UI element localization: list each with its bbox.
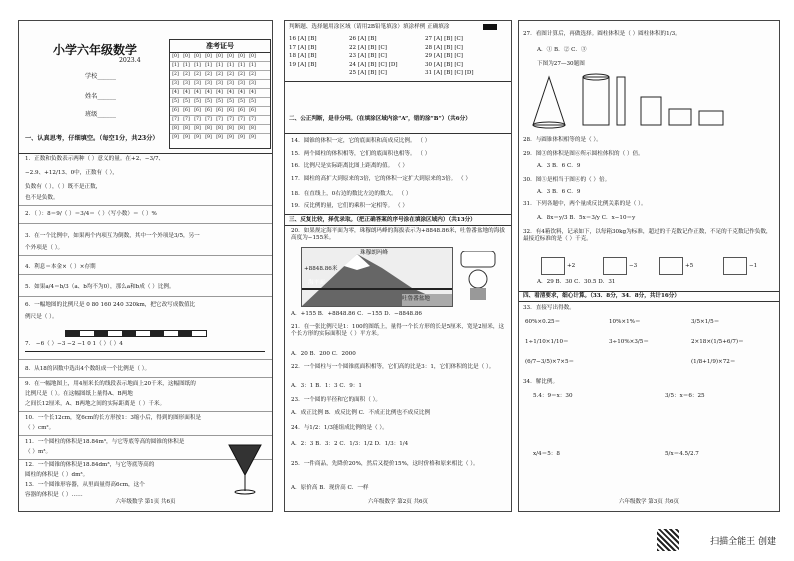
q27-options: A．① B．② C．③: [537, 47, 587, 53]
page-footer: 六年级数学 第3页 共6页: [619, 499, 679, 505]
id-row: [2] [2] [2] [2] [2] [2] [2] [2]: [170, 71, 270, 80]
question-line: 1．正数和负数表示两种（ ）意义的量。在+2、−3/7、: [25, 156, 165, 162]
proportion-item: 5/x＝4.5/2.7: [665, 451, 699, 457]
page-footer: 六年级数学 第2页 共6页: [368, 499, 428, 505]
exam-date: 2023.4: [119, 57, 141, 64]
class-field: 班级______: [85, 111, 116, 118]
q27-figure-caption: 下图为27—30题图: [537, 61, 585, 67]
exam-page-3: [518, 20, 780, 512]
exam-page-1: [18, 20, 273, 512]
q20-options: A．+155 B．+8848.86 C．−155 D．−8848.86: [291, 311, 422, 317]
question-20: 20．如果规定海平面为零，珠穆朗玛峰的海拔表示为+8848.86米，吐鲁番盆地的海拔高度为−155米。: [291, 228, 505, 241]
question-line: 比例尺是（ ）。在这幅图纸上量得A、B两地: [25, 391, 133, 397]
question-line: 12．一个圆锥的体积是18.84dm³，与它等底等高的: [25, 462, 155, 468]
question-line: 负数有（ ），（ ）既不是正数，: [25, 184, 102, 190]
id-row: [0] [0] [0] [0] [0] [0] [0] [0]: [170, 53, 270, 62]
exam-id-label: 准考证号: [170, 40, 270, 53]
exam-id-grid: [169, 39, 271, 149]
crate-label: −3: [629, 263, 638, 269]
solids-figure: [529, 71, 729, 133]
question-line: 6．一幅地图的比例尺是 0 80 160 240 320km，把它改写成数值比: [25, 302, 196, 308]
goblet-container-figure: [227, 441, 263, 496]
question-31: 31．下列各题中，两个量成反比例关系的是（ ）。: [523, 201, 647, 207]
crate-label: +2: [567, 263, 576, 269]
question-25: 25．一件商品，先降价20%，然后又提价15%，这时价格和原来相比（ ）。: [291, 461, 479, 467]
map-scale-bar: [65, 330, 207, 337]
judgment-line: 18．在直线上，0右边的数比左边的数大。 （ ）: [291, 191, 412, 197]
question-line: 例尺是（ ）。: [25, 314, 58, 320]
question-line: 容器的体积是（ ）……: [25, 492, 83, 498]
name-field: 姓名______: [85, 93, 116, 100]
id-row: [3] [3] [3] [3] [3] [3] [3] [3]: [170, 80, 270, 89]
proportion-item: 3/5：x＝6：25: [665, 393, 705, 399]
calc-item: (1/8+1/9)×72＝: [691, 359, 736, 365]
question-line: 也不是负数。: [25, 195, 59, 201]
judgment-line: 16．比例尺是实际距离比图上距离的值。 （ ）: [291, 163, 408, 169]
section-2-heading: 二、公正判断，是非分明。（在填涂区域内涂“A”，错的涂“B”）（共6分）: [289, 116, 471, 122]
id-row: [4] [4] [4] [4] [4] [4] [4] [4]: [170, 89, 270, 98]
proportion-item: 5.4：9＝x：30: [533, 393, 573, 399]
id-row: [7] [7] [7] [7] [7] [7] [7] [7]: [170, 116, 270, 125]
question-29: 29．图③的体积是图⑥所示圆柱体积的（ ）倍。: [523, 151, 644, 157]
judgment-line: 19．反比例的量，它们的乘积一定相等。 （ ）: [291, 203, 408, 209]
question-33: 33．直接写出得数。: [523, 305, 575, 311]
question-line: 3．在一个比例中，如果两个内项互为倒数，其中一个外项是3/5，另一: [25, 233, 200, 239]
question-line: 8．从18的因数中选出4个数组成一个比例是（ ）。: [25, 366, 151, 372]
id-row: [5] [5] [5] [5] [5] [5] [5] [5]: [170, 98, 270, 107]
judgment-line: 17．圆柱的高扩大到原来的3倍，它的体积一定扩大到原来的3倍。 （ ）: [291, 176, 472, 182]
q22-options: A．3：1 B．1：3 C．9：1: [291, 383, 362, 389]
calc-item: (6/7−3/5)×7×5＝: [525, 359, 575, 365]
question-21: 21．在一张比例尺是1：100的图纸上，量得一个长方形的长是5厘米，宽是2厘米，这个长方形的实际面积是（ ）平方米。: [291, 324, 505, 337]
peak-height-label: +8848.86米: [304, 266, 338, 272]
question-34: 34．解比例。: [523, 379, 559, 385]
q31-options: A．8x＝y/3 B．5x＝3/y C．x−10＝y: [537, 215, 636, 221]
crate-1: [541, 257, 565, 275]
question-line: 之间长12厘米，A、B两地之间的实际距离是（ ）千米。: [25, 401, 166, 407]
id-row: [6] [6] [6] [6] [6] [6] [6] [6]: [170, 107, 270, 116]
section-4-heading: 四、看清要求，细心计算。（33．8分，34．8分，共计16分）: [523, 293, 680, 299]
question-line: 9．在一幅地图上，用4厘米长的线段表示地面上20千米，这幅图纸的: [25, 381, 196, 387]
crate-label: +5: [685, 263, 694, 269]
question-line: 2．（ ）：8＝9/（ ）＝3/4＝（ ）（写小数）＝（ ）%: [25, 211, 157, 217]
question-line: −2.9、+12/13、0中，正数有（ ），: [25, 170, 118, 176]
calc-item: 60%×0.25＝: [525, 319, 561, 325]
id-row: [9] [9] [9] [9] [9] [9] [9] [9]: [172, 135, 256, 140]
question-22: 22．一个圆柱与一个圆锥底面积相等，它们高的比是3：1，它们体积的比是（ ）。: [291, 364, 495, 370]
question-line: （ ）m³。: [25, 449, 52, 455]
calc-item: 2×18×(1/5+6/7)＝: [691, 339, 744, 345]
q24-options: A．2：3 B．3：2 C．1/3：1/2 D．1/3：1/4: [291, 441, 409, 447]
question-line: 13．一个圆锥形容器，从里面量得高6cm，这个: [25, 482, 145, 488]
question-23: 23．一个圆的半径和它的面积（ ）。: [291, 397, 382, 403]
calc-item: 3÷10%×3/5＝: [609, 339, 649, 345]
qr-code-icon: [657, 529, 679, 551]
question-line: 4．利息＝本金×（ ）×存期: [25, 264, 96, 270]
id-row: [1] [1] [1] [1] [1] [1] [1] [1]: [170, 62, 270, 71]
q32-options: A．29 B．30 C．30.5 D．31: [537, 279, 616, 285]
calc-item: 3/5×1/5＝: [691, 319, 720, 325]
calc-item: 10%×1%＝: [609, 319, 641, 325]
q29-options: A．3 B．6 C．9: [537, 163, 581, 169]
q30-options: A．3 B．6 C．9: [537, 189, 581, 195]
question-line: 圆柱的体积是（ ）dm³。: [25, 472, 89, 478]
judgment-line: 15．两个圆柱的体积相等，它们的底面积也相等。 （ ）: [291, 151, 431, 157]
calc-item: 1÷1/10×1/10＝: [525, 339, 569, 345]
basin-label: 吐鲁番盆地: [402, 296, 430, 302]
scanner-watermark: 扫描全能王 创建: [710, 537, 776, 547]
question-24: 24．与1/2：1/3能组成比例的是（ ）。: [291, 425, 388, 431]
question-32: 32．有4箱饮料，记录如下，以每箱30kg为标准，超过的千克数记作正数，不足的千克数记作负数，最接近标准的是（ ）千克。: [523, 229, 772, 242]
question-line: 11．一个圆柱的体积是18.84m³，与它等底等高的圆锥的体积是: [25, 439, 185, 445]
section-1-heading: 一、认真思考，仔细填空。（每空1分，共23分）: [25, 135, 159, 142]
answer-bubble-grid: 16 [A] [B] 26 [A] [B] 27 [A] [B] [C] 17 [A] [B] 22 [A] [B] [C] 28 [A] [B] [C] 18 [A] [B] 23 [A] [B] [C] 29 [A] [B] [C] 19 [A] [B] 24 [A] [B] [C] [D] 30 [A] [B] [C] 25 [A] [B] [C] 31 [A] [B] [C] [D]: [289, 36, 474, 76]
crate-label: −1: [749, 263, 758, 269]
school-field: 学校______: [85, 73, 116, 80]
id-row: [8] [8] [8] [8] [8] [8] [8] [8]: [170, 125, 270, 134]
sea-level-label: 海平面: [308, 280, 325, 286]
question-30: 30．图⑤是相当于图④的（ ）倍。: [523, 177, 611, 183]
mountain-label: 珠穆朗玛峰: [360, 250, 388, 256]
page-footer: 六年级数学 第1页 共6页: [115, 499, 176, 505]
question-28: 28．与圆锥体积相等的是（ ）。: [523, 137, 602, 143]
section-3-heading: 三、反复比较，择优录取。（把正确答案的序号涂在填涂区域内）（共13分）: [289, 217, 476, 223]
question-27: 27．看图计算后，再做选择。圆柱体积是（ ）圆柱体积的1/3。: [523, 31, 681, 37]
q21-options: A．20 B．200 C．2000: [291, 351, 356, 357]
exam-page-2: [284, 20, 512, 512]
answer-area-header: 判断题、选择题用涂区域（请用2B铅笔填涂）填涂样例 正确填涂: [289, 24, 450, 30]
question-line: 5．如果a/4＝b/3（a、b均不为0），那么a和b成（ ）比例。: [25, 284, 175, 290]
proportion-item: x/4＝5：8: [533, 451, 560, 457]
question-line: 10．一个长12cm，宽6cm的长方形按1：3缩小后，得到的图形面积是: [25, 415, 202, 421]
question-line: 个外项是（ ）。: [25, 245, 64, 251]
q25-options: A．原价高 B．现价高 C．一样: [291, 485, 369, 491]
fill-sample-mark: [483, 24, 497, 30]
exam-title: 小学六年级数学: [53, 43, 138, 57]
crate-4: [723, 257, 747, 275]
judgment-line: 14．圆锥的体积一定，它的底面积和高成反比例。 （ ）: [291, 138, 431, 144]
mountain-illustration: [301, 247, 453, 307]
crate-2: [603, 257, 627, 275]
number-line: [25, 351, 265, 352]
question-line: （ ）cm²。: [25, 425, 55, 431]
question-line: 7． −6（ ）−3 −2 −1 0 1（ ）（ ）4: [25, 341, 123, 347]
student-cartoon-figure: [457, 251, 499, 301]
q23-options: A．成正比例 B．成反比例 C．不成正比例也不成反比例: [291, 410, 431, 416]
crate-3: [659, 257, 683, 275]
